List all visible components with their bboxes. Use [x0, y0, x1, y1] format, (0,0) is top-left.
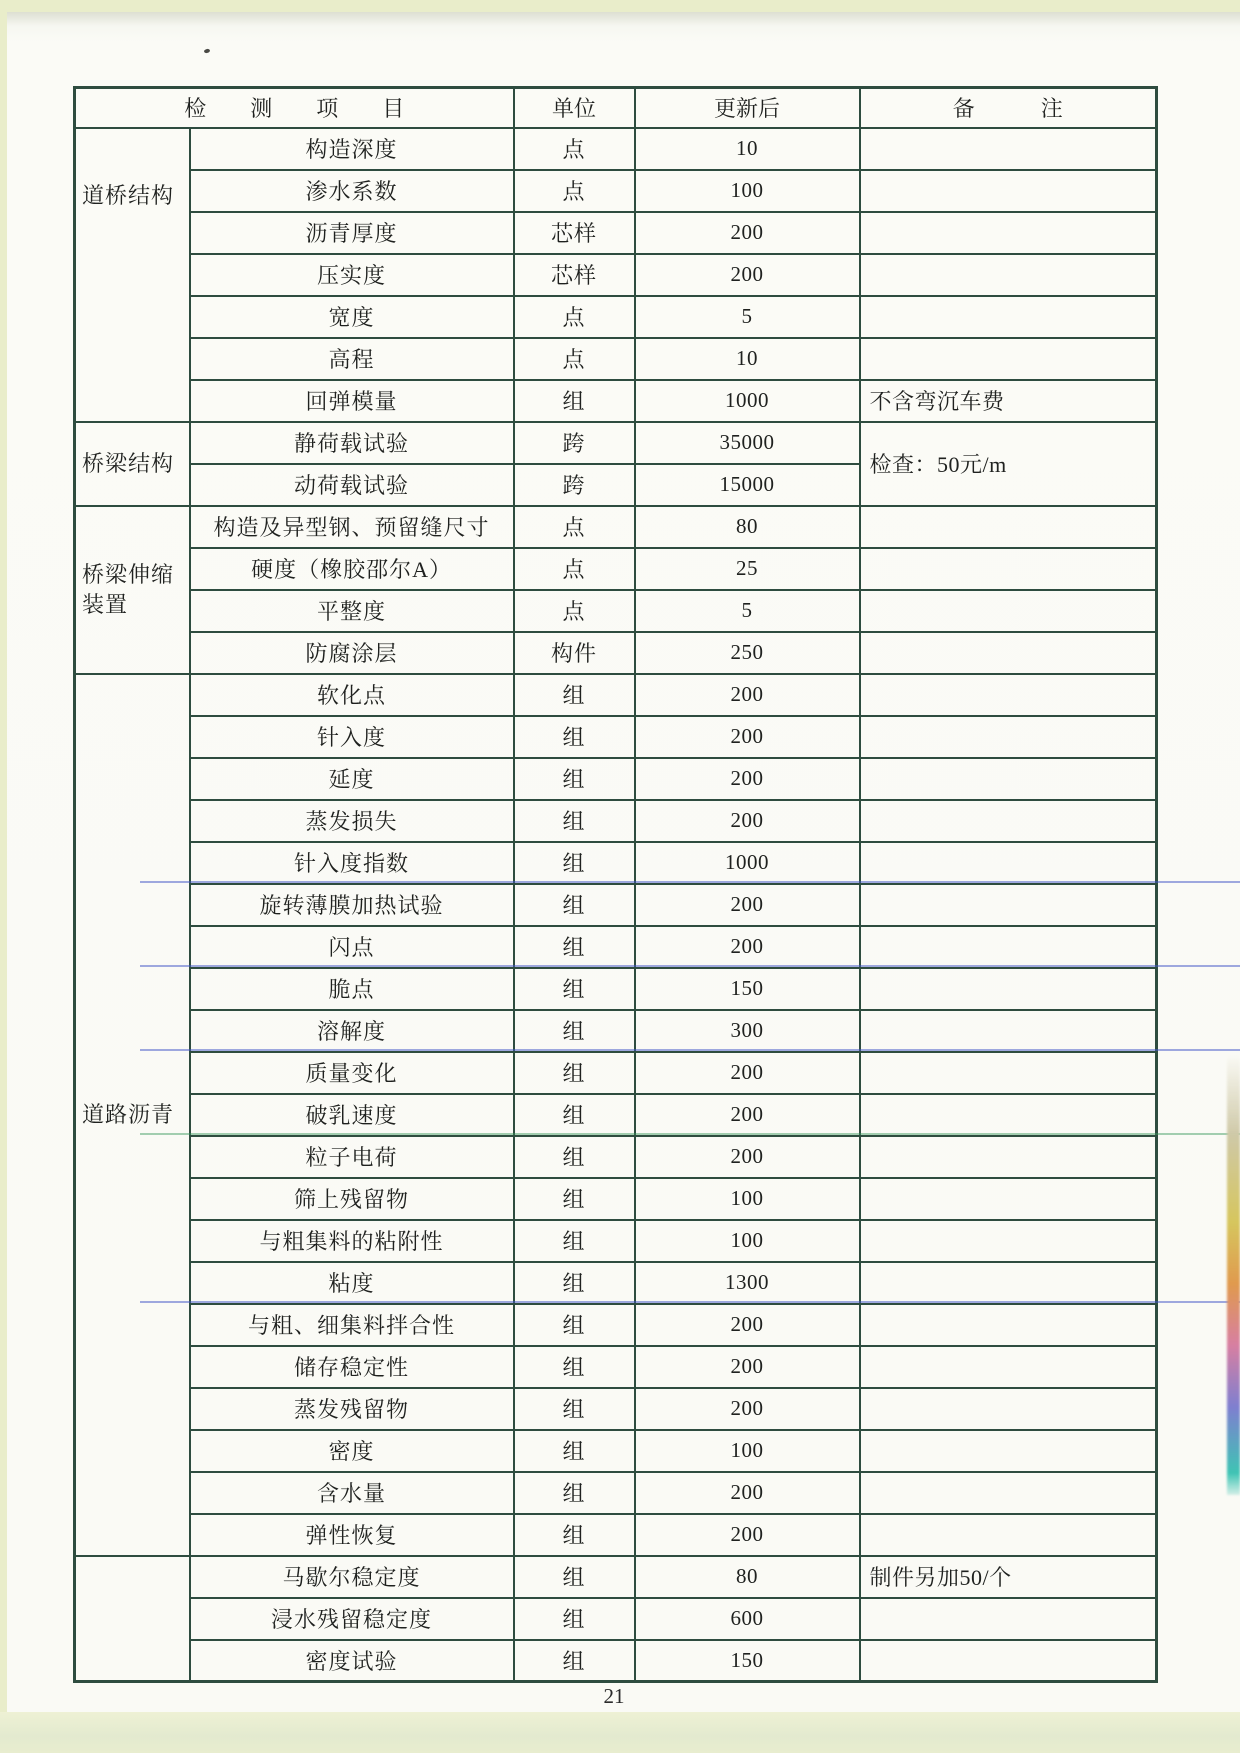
value-cell: 1000: [635, 380, 860, 422]
remark-cell: [860, 674, 1157, 716]
unit-cell: 组: [514, 800, 635, 842]
table-row: [75, 1136, 1157, 1178]
table-row: [75, 1052, 1157, 1094]
value-cell: 10: [635, 338, 860, 380]
unit-cell: 组: [514, 1304, 635, 1346]
remark-cell: [860, 548, 1157, 590]
unit-cell: 组: [514, 1514, 635, 1556]
table-row: [75, 1514, 1157, 1556]
unit-cell: 组: [514, 1598, 635, 1640]
item-cell: 回弹模量: [190, 380, 514, 422]
item-cell: 平整度: [190, 590, 514, 632]
item-cell: 与粗、细集料拌合性: [190, 1304, 514, 1346]
table-row: [75, 338, 1157, 380]
table-row: [75, 1262, 1157, 1304]
item-cell: 粘度: [190, 1262, 514, 1304]
remark-cell: [860, 212, 1157, 254]
item-cell: 储存稳定性: [190, 1346, 514, 1388]
table-row: [75, 716, 1157, 758]
unit-cell: 组: [514, 1472, 635, 1514]
remark-cell: [860, 338, 1157, 380]
table-row: [75, 254, 1157, 296]
item-cell: 溶解度: [190, 1010, 514, 1052]
value-cell: 35000: [635, 422, 860, 464]
value-cell: 200: [635, 716, 860, 758]
item-cell: 渗水系数: [190, 170, 514, 212]
remark-cell: [860, 1094, 1157, 1136]
value-cell: 200: [635, 1514, 860, 1556]
remark-cell: 不含弯沉车费: [860, 380, 1157, 422]
unit-cell: 组: [514, 716, 635, 758]
table-row: [75, 926, 1157, 968]
item-cell: 粒子电荷: [190, 1136, 514, 1178]
remark-cell: [860, 1220, 1157, 1262]
unit-cell: 点: [514, 338, 635, 380]
remark-cell: [860, 254, 1157, 296]
remark-cell: [860, 1514, 1157, 1556]
value-cell: 200: [635, 1472, 860, 1514]
value-cell: 5: [635, 590, 860, 632]
table-row: [75, 1304, 1157, 1346]
table-row: [75, 1094, 1157, 1136]
item-cell: 密度: [190, 1430, 514, 1472]
value-cell: 100: [635, 170, 860, 212]
item-cell: 动荷载试验: [190, 464, 514, 506]
fee-table-body: [75, 128, 1157, 1682]
table-row: [75, 1640, 1157, 1682]
unit-cell: 点: [514, 506, 635, 548]
table-row: [75, 632, 1157, 674]
value-cell: 200: [635, 1052, 860, 1094]
table-row: [75, 590, 1157, 632]
value-cell: 15000: [635, 464, 860, 506]
value-cell: 200: [635, 1136, 860, 1178]
unit-cell: 组: [514, 884, 635, 926]
remark-cell: [860, 1472, 1157, 1514]
table-row: [75, 842, 1157, 884]
value-cell: 600: [635, 1598, 860, 1640]
item-cell: 密度试验: [190, 1640, 514, 1682]
item-cell: 弹性恢复: [190, 1514, 514, 1556]
remark-cell: [860, 170, 1157, 212]
unit-cell: 组: [514, 1640, 635, 1682]
unit-cell: 组: [514, 926, 635, 968]
item-cell: 宽度: [190, 296, 514, 338]
table-row: [75, 1598, 1157, 1640]
table-row: [75, 1430, 1157, 1472]
table-row: [75, 800, 1157, 842]
unit-cell: 组: [514, 842, 635, 884]
unit-cell: 点: [514, 296, 635, 338]
remark-cell: [860, 1640, 1157, 1682]
table-row: [75, 422, 1157, 464]
table-row: [75, 1010, 1157, 1052]
table-row: [75, 1472, 1157, 1514]
value-cell: 250: [635, 632, 860, 674]
group-label-cell: 桥梁伸缩装置: [75, 506, 190, 674]
value-cell: 1300: [635, 1262, 860, 1304]
remark-cell: [860, 1010, 1157, 1052]
item-cell: 旋转薄膜加热试验: [190, 884, 514, 926]
unit-cell: 组: [514, 1388, 635, 1430]
value-cell: 5: [635, 296, 860, 338]
unit-cell: 芯样: [514, 254, 635, 296]
page-number: 21: [603, 1684, 625, 1708]
unit-cell: 跨: [514, 464, 635, 506]
table-row: [75, 548, 1157, 590]
unit-cell: 组: [514, 1010, 635, 1052]
remark-cell: [860, 1388, 1157, 1430]
unit-cell: 点: [514, 590, 635, 632]
item-cell: 防腐涂层: [190, 632, 514, 674]
table-row: [75, 1388, 1157, 1430]
header-updated: 更新后: [635, 88, 860, 128]
item-cell: 压实度: [190, 254, 514, 296]
remark-cell: [860, 296, 1157, 338]
item-cell: 马歇尔稳定度: [190, 1556, 514, 1598]
value-cell: 80: [635, 1556, 860, 1598]
table-row: [75, 1346, 1157, 1388]
value-cell: 200: [635, 1388, 860, 1430]
table-row: [75, 170, 1157, 212]
value-cell: 25: [635, 548, 860, 590]
remark-cell: 检查：50元/m: [860, 422, 1157, 506]
remark-cell: [860, 884, 1157, 926]
header-row: [75, 88, 1157, 128]
header-remark: 备 注: [860, 88, 1157, 128]
value-cell: 200: [635, 1304, 860, 1346]
remark-cell: [860, 800, 1157, 842]
item-cell: 构造及异型钢、预留缝尺寸: [190, 506, 514, 548]
unit-cell: 组: [514, 968, 635, 1010]
value-cell: 1000: [635, 842, 860, 884]
value-cell: 100: [635, 1430, 860, 1472]
table-row: [75, 1556, 1157, 1598]
unit-cell: 构件: [514, 632, 635, 674]
value-cell: 200: [635, 1346, 860, 1388]
unit-cell: 组: [514, 1430, 635, 1472]
item-cell: 静荷载试验: [190, 422, 514, 464]
item-cell: 脆点: [190, 968, 514, 1010]
unit-cell: 组: [514, 1556, 635, 1598]
remark-cell: [860, 1304, 1157, 1346]
remark-cell: [860, 716, 1157, 758]
value-cell: 200: [635, 884, 860, 926]
remark-cell: [860, 1346, 1157, 1388]
table-row: [75, 128, 1157, 170]
table-row: [75, 968, 1157, 1010]
item-cell: 延度: [190, 758, 514, 800]
item-cell: 硬度（橡胶邵尔A）: [190, 548, 514, 590]
value-cell: 100: [635, 1220, 860, 1262]
remark-cell: [860, 590, 1157, 632]
remark-cell: [860, 1262, 1157, 1304]
header-unit: 单位: [514, 88, 635, 128]
item-cell: 针入度: [190, 716, 514, 758]
unit-cell: 组: [514, 1094, 635, 1136]
remark-cell: [860, 758, 1157, 800]
table-row: [75, 884, 1157, 926]
remark-cell: [860, 1136, 1157, 1178]
unit-cell: 组: [514, 380, 635, 422]
item-cell: 筛上残留物: [190, 1178, 514, 1220]
value-cell: 100: [635, 1178, 860, 1220]
unit-cell: 跨: [514, 422, 635, 464]
unit-cell: 组: [514, 758, 635, 800]
table-row: [75, 212, 1157, 254]
group-label-cell: 道路沥青: [75, 674, 190, 1556]
unit-cell: 组: [514, 1262, 635, 1304]
value-cell: 80: [635, 506, 860, 548]
value-cell: 150: [635, 968, 860, 1010]
table-row: [75, 380, 1157, 422]
unit-cell: 组: [514, 1346, 635, 1388]
value-cell: 200: [635, 212, 860, 254]
unit-cell: 组: [514, 674, 635, 716]
item-cell: 软化点: [190, 674, 514, 716]
unit-cell: 组: [514, 1052, 635, 1094]
unit-cell: 点: [514, 170, 635, 212]
remark-cell: [860, 968, 1157, 1010]
item-cell: 针入度指数: [190, 842, 514, 884]
remark-cell: [860, 926, 1157, 968]
header-item: 检 测 项 目: [75, 88, 514, 128]
item-cell: 构造深度: [190, 128, 514, 170]
item-cell: 沥青厚度: [190, 212, 514, 254]
inspection-fee-table: [73, 86, 1158, 1683]
item-cell: 与粗集料的粘附性: [190, 1220, 514, 1262]
item-cell: 浸水残留稳定度: [190, 1598, 514, 1640]
value-cell: 10: [635, 128, 860, 170]
item-cell: 质量变化: [190, 1052, 514, 1094]
table-row: [75, 674, 1157, 716]
value-cell: 200: [635, 800, 860, 842]
table-row: [75, 1220, 1157, 1262]
group-label-cell: 道桥结构: [75, 128, 190, 422]
table-row: [75, 506, 1157, 548]
value-cell: 200: [635, 758, 860, 800]
unit-cell: 组: [514, 1220, 635, 1262]
remark-cell: 制件另加50/个: [860, 1556, 1157, 1598]
remark-cell: [860, 1598, 1157, 1640]
table-row: [75, 758, 1157, 800]
unit-cell: 点: [514, 548, 635, 590]
remark-cell: [860, 632, 1157, 674]
unit-cell: 点: [514, 128, 635, 170]
remark-cell: [860, 1430, 1157, 1472]
item-cell: 含水量: [190, 1472, 514, 1514]
value-cell: 200: [635, 254, 860, 296]
value-cell: 200: [635, 1094, 860, 1136]
unit-cell: 组: [514, 1136, 635, 1178]
group-label-cell: [75, 1556, 190, 1682]
table-header: [75, 88, 1157, 128]
remark-cell: [860, 1052, 1157, 1094]
remark-cell: [860, 128, 1157, 170]
remark-cell: [860, 842, 1157, 884]
unit-cell: 组: [514, 1178, 635, 1220]
scanner-bed-edge: [0, 1712, 1240, 1753]
value-cell: 200: [635, 674, 860, 716]
value-cell: 200: [635, 926, 860, 968]
remark-cell: [860, 506, 1157, 548]
table-row: [75, 296, 1157, 338]
item-cell: 蒸发残留物: [190, 1388, 514, 1430]
value-cell: 300: [635, 1010, 860, 1052]
item-cell: 破乳速度: [190, 1094, 514, 1136]
item-cell: 蒸发损失: [190, 800, 514, 842]
group-label-cell: 桥梁结构: [75, 422, 190, 506]
remark-cell: [860, 1178, 1157, 1220]
unit-cell: 芯样: [514, 212, 635, 254]
item-cell: 闪点: [190, 926, 514, 968]
table-row: [75, 1178, 1157, 1220]
value-cell: 150: [635, 1640, 860, 1682]
item-cell: 高程: [190, 338, 514, 380]
